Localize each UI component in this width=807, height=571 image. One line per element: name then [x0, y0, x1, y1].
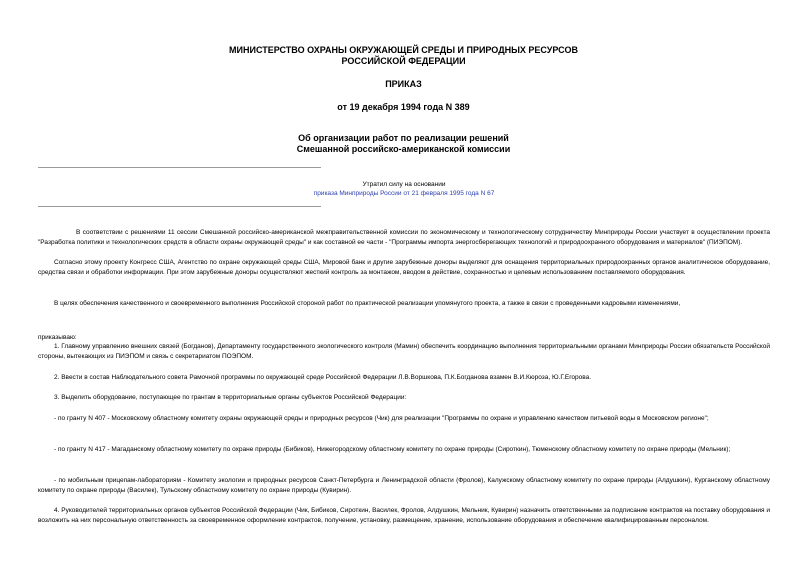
paragraph-donors: Согласно этому проекту Конгресс США, Агентство по охране окружающей среды США, Мировой банк и другие зарубежные доноры выделяют для оснащения территориальных природоохранных органов аналитическое оборудование, средства связи и обработки информации. При этом зарубежные доноры осуществляют жесткий контроль за монтажом, вводом в действие, сохранностью и целевым использованием поставляемого оборудования.: [38, 259, 770, 276]
order-item-3-mobile-labs: - по мобильным прицепам-лабораториям - Комитету экологии и природных ресурсов Санкт-Петербурга и Ленинградской области (Фролов), Калужскому областному комитету по охране природы (Алдушкин), Курганскому областному комитету по охране природы (Василек), Тульскому областному комитету по охране природы (Кувирин).: [38, 477, 770, 494]
divider-bottom: [38, 206, 321, 207]
validity-note-text: Утратил силу на основании: [362, 181, 446, 188]
doc-title-line2: Смешанной российско-американской комиссии: [296, 144, 511, 154]
repeal-order-link[interactable]: приказа Минприроды России от 21 февраля 1995 года N 67: [313, 190, 495, 197]
order-item-3: 3. Выделить оборудование, поступающее по грантам в территориальные органы субъектов Российской Федерации:: [54, 394, 407, 401]
paragraph-intro: В соответствии с решениями 11 сессии Смешанной российско-американской межправительственной комиссии по экономическому и технологическому сотрудничеству Минприроды России участвует в осуществлении проекта "Разработка политики и технологических средств в области охраны окружающей среды" и как составной ее части - "Программы импорта энергосберегающих технологий и природоохранного оборудования и материалов" (ПИЭПОМ).: [38, 229, 770, 246]
order-item-1: 1. Главному управлению внешних связей (Богданов), Департаменту государственного экологического контроля (Мамин) обеспечить координацию выполнения территориальными органами Минприроды России обязательств Российской стороны, вытекающих из ПИЭПОМ и связь с секретариатом ПОЭПОМ.: [38, 343, 770, 360]
order-item-2: 2. Ввести в состав Наблюдательного совета Рамочной программы по окружающей среде Российской Федерации Л.В.Воршкова, П.К.Богданова взамен В.И.Кюроза, Ю.Г.Егорова.: [54, 374, 592, 381]
ministry-name-line1: МИНИСТЕРСТВО ОХРАНЫ ОКРУЖАЮЩЕЙ СРЕДЫ И ПРИРОДНЫХ РЕСУРСОВ: [229, 45, 578, 55]
doc-date: от 19 декабря 1994 года N 389: [337, 102, 470, 112]
ministry-name-line2: РОССИЙСКОЙ ФЕДЕРАЦИИ: [341, 56, 466, 66]
order-item-3-grant-407: - по гранту N 407 - Московскому областному комитету охраны окружающей среды и природных ресурсов (Чик) для реализации "Программы по охране и управлению качеством питьевой воды в Московском регионе";: [54, 415, 709, 422]
paragraph-purpose: В целях обеспечения качественного и своевременного выполнения Российской стороной работ по практической реализации упомянутого проекта, а также в связи с проведенными кадровыми изменениями,: [54, 300, 681, 307]
divider-top: [38, 167, 321, 168]
doc-type: ПРИКАЗ: [385, 79, 422, 89]
validity-note: [240, 180, 568, 198]
doc-title-line1: Об организации работ по реализации решений: [298, 133, 509, 143]
order-item-4: 4. Руководителей территориальных органов субъектов Российской Федерации (Чик, Бибиков, Сироткин, Василек, Фролов, Алдушкин, Мельник, Кувирин) назначить ответственными за подписание контрактов на поставку оборудования и возложить на них персональную ответственность за своевременное оформление контрактов, получение, установку, размещение, хранение, использование оборудования и обеспечение квалифицированным персоналом.: [38, 507, 770, 524]
order-item-3-grant-417: - по гранту N 417 - Магаданскому областному комитету по охране природы (Бибиков), Нижегородскому областному комитету по охране природы (Сироткин), Тюменскому областному комитету по охране природы (Мельник);: [54, 446, 731, 453]
order-word: приказываю:: [38, 334, 77, 341]
